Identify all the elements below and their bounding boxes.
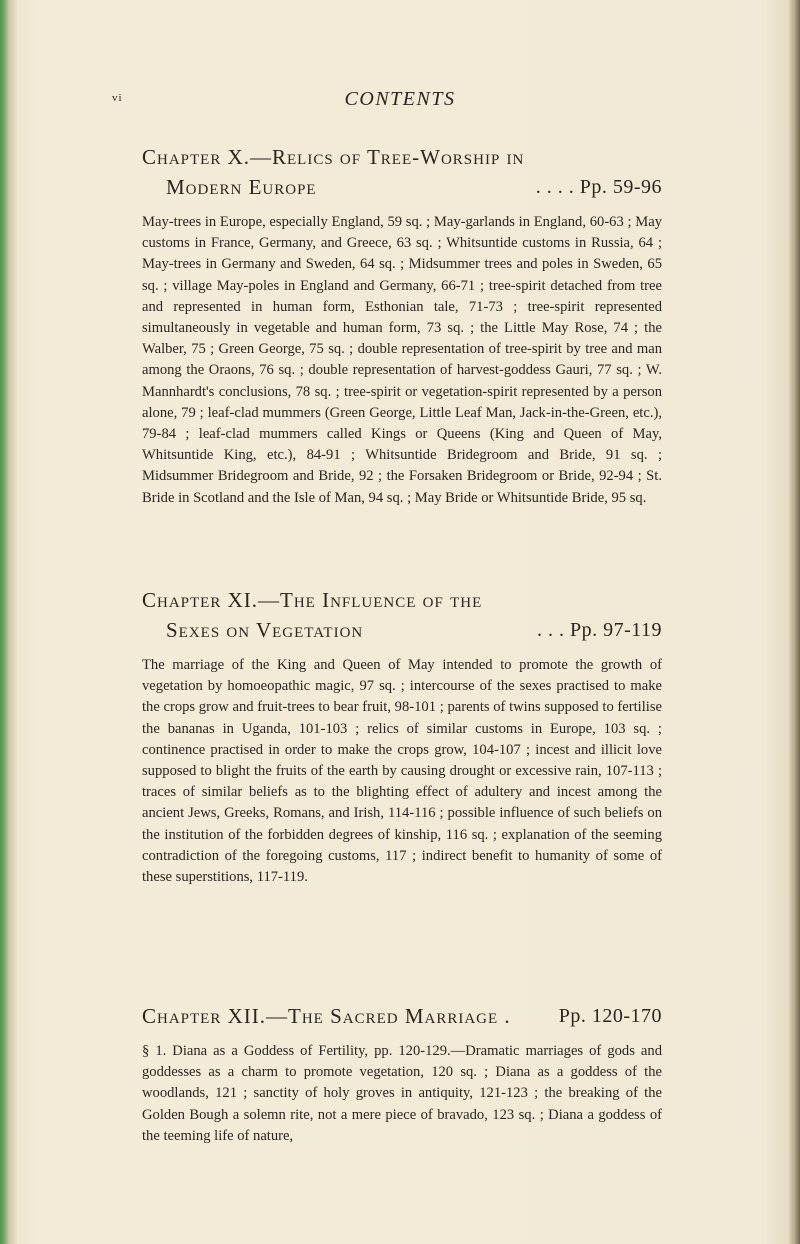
page-left-edge [0, 0, 18, 1244]
page-right-edge [788, 0, 800, 1244]
chapter-title [142, 142, 662, 202]
chapter-10 [142, 142, 662, 509]
page-number: vi [112, 92, 123, 104]
page-header [0, 88, 800, 118]
chapter-title-line2: Sexes on Vegetation [166, 618, 364, 642]
running-title: CONTENTS [344, 88, 456, 110]
chapter-11 [142, 585, 662, 888]
chapter-title [142, 585, 662, 645]
chapter-summary: May-trees in Europe, especially England, 59 sq. ; May-garlands in England, 60-63 ; May customs in France, Germany, and Greece, 63 sq. ; Whitsuntide customs in Russia, 64 ; May-trees in Germany and Sweden, 64 sq. ; Midsummer trees and poles in Sweden, 65 sq. ; village May-poles in England and Germany, 66-71 ; tree-spirit detached from tree and represented in human form, Esthonian tale, 71-73 ; tree-spirit represented simultaneously in vegetable and human form, 73 sq. ; the Little May Rose, 74 ; the Walber, 75 ; Green George, 75 sq. ; double representation of tree-spirit by tree and man among the Oraons, 76 sq. ; double representation of harvest-goddess Gauri, 77 sq. ; W. Mannhardt's conclusions, 78 sq. ; tree-spirit or vegetation-spirit represented by a person alone, 79 ; leaf-clad mummers (Green George, Little Leaf Man, Jack-in-the-Green, etc.), 79-84 ; leaf-clad mummers called Kings or Queens (King and Queen of May, Whitsuntide King, etc.), 84-91 ; Whitsuntide Bridegroom and Bride, 91 sq. ; Midsummer Bridegroom and Bride, 92 ; the Forsaken Bridegroom or Bride, 92-94 ; St. Bride in Scotland and the Isle of Man, 94 sq. ; May Bride or Whitsuntide Bride, 95 sq. [142, 214, 662, 506]
chapter-title-line1: Chapter XII.—The Sacred Marriage . [142, 1004, 511, 1028]
chapter-title-line1: Chapter XI.—The Influence of the [142, 588, 483, 612]
chapter-12 [142, 1001, 662, 1147]
chapter-pages: Pp. 120-170 [558, 1005, 662, 1027]
chapter-pages: . . . . Pp. 59-96 [535, 176, 662, 198]
chapter-pages: . . . Pp. 97-119 [536, 619, 662, 641]
chapter-title [142, 1001, 662, 1031]
chapter-title-line2: Modern Europe [166, 175, 317, 199]
chapter-summary: The marriage of the King and Queen of May intended to promote the growth of vegetation by homoeopathic magic, 97 sq. ; intercourse of the sexes practised to make the crops grow and fruit-trees to bear fruit, 98-101 ; parents of twins supposed to fertilise the bananas in Uganda, 101-103 ; relics of similar customs in Europe, 103 sq. ; continence practised in order to make the crops grow, 104-107 ; incest and illicit love supposed to blight the fruits of the earth by causing drought or excessive rain, 107-113 ; traces of similar beliefs as to the blighting effect of adultery and incest among the ancient Jews, Greeks, Romans, and Irish, 114-116 ; possible influence of such beliefs on the institution of the forbidden degrees of kinship, 116 sq. ; explanation of the seeming contradiction of the foregoing customs, 117 ; indirect benefit to humanity of some of these superstitions, 117-119. [142, 657, 662, 886]
chapter-summary: § 1. Diana as a Goddess of Fertility, pp. 120-129.—Dramatic marriages of gods and goddesses as a charm to promote vegetation, 120 sq. ; Diana as a goddess of the woodlands, 121 ; sanctity of holy groves in antiquity, 121-123 ; the breaking of the Golden Bough a solemn rite, not a mere piece of bravado, 123 sq. ; Diana a goddess of the teeming life of nature, [142, 1043, 662, 1144]
chapter-title-line1: Chapter X.—Relics of Tree-Worship in [142, 145, 525, 169]
